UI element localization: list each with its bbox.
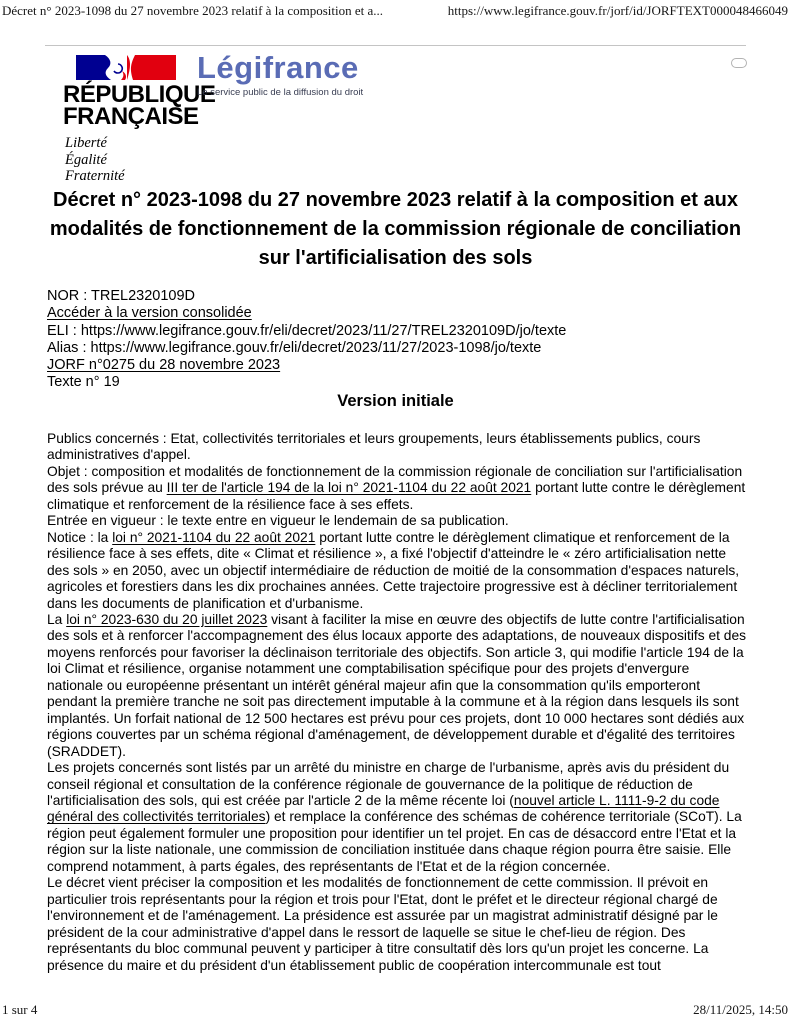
page-number: 1 sur 4	[2, 1002, 38, 1017]
text-run: Publics concernés : Etat, collectivités territoriales et leurs groupements, leurs établissements publics, cours administratives d'appel.	[47, 431, 701, 463]
motto-fraternite: Fraternité	[65, 168, 125, 184]
inline-link[interactable]: nouvel article L. 1111-9-2 du code général des collectivités territoriales	[47, 792, 720, 825]
document-body	[47, 431, 749, 974]
paragraph-composition-commission	[47, 875, 749, 974]
paragraph-projets-concernes	[47, 760, 749, 875]
pill-button[interactable]	[731, 58, 747, 68]
inline-link[interactable]: JORF n°0275 du 28 novembre 2023	[47, 357, 281, 374]
francaise-line: FRANÇAISE	[63, 103, 199, 130]
eli-line	[47, 323, 746, 340]
legifrance-logo	[197, 52, 363, 98]
print-header-url: https://www.legifrance.gouv.fr/jorf/id/JORFTEXT000048466049	[447, 3, 788, 18]
motto-liberte: Liberté	[65, 135, 107, 151]
text-run: portant lutte contre le dérèglement climatique et renforcement de la résilience face à ses effets.	[47, 480, 746, 512]
text-run: Entrée en vigueur : le texte entre en vigueur le lendemain de sa publication.	[47, 513, 509, 529]
inline-link[interactable]: Accéder à la version consolidée	[47, 305, 252, 322]
text-run: visant à faciliter la mise en œuvre des objectifs de lutte contre l'artificialisation des sols et à renforcer l'accompagnement des élus locaux apporte des adaptations, de nouveaux dispositifs et des moyens renforcés pour favoriser la déclinaison territoriale des objectifs. Son article 3, qui modifie l'article 194 de la loi Climat et résilience, organise notamment une comptabilisation spécifique pour des projets d'envergure nationale ou européenne présentant un intérêt général majeur afin que la consommation qu'ils emporteront pendant la première tranche ne soit pas directement imputable à la commune et à la région dans lesquels ils sont implantés. Un forfait national de 12 500 hectares est prévu pour ces projets, dont 10 000 hectares sont dédiés aux régions couvertes par un schéma régional d'aménagement, de développement durable et d'égalité des territoires (SRADDET).	[47, 611, 747, 759]
paragraph-entree-en-vigueur	[47, 513, 749, 529]
paragraph-publics-concernes	[47, 431, 749, 464]
legifrance-wordmark: Légifrance	[197, 50, 359, 85]
version-heading: Version initiale	[337, 392, 454, 410]
consolidated-version-link-line	[47, 305, 746, 322]
republique-francaise-logo	[63, 55, 215, 185]
text-run: La	[47, 611, 67, 627]
print-timestamp: 28/11/2025, 14:50	[693, 1002, 788, 1017]
text-run: Alias : https://www.legifrance.gouv.fr/eli/decret/2023/11/27/2023-1098/jo/texte	[47, 339, 542, 356]
french-flag-icon	[76, 55, 176, 80]
text-run: NOR : TREL2320109D	[47, 288, 196, 304]
document-title: Décret n° 2023-1098 du 27 novembre 2023 relatif à la composition et aux modalités de fonctionnement de la commission régionale de conciliation sur l'artificialisation des sols	[49, 189, 742, 269]
text-run: Notice : la	[47, 529, 113, 545]
inline-link[interactable]: loi n° 2021-1104 du 22 août 2021	[112, 529, 316, 545]
text-run: ELI : https://www.legifrance.gouv.fr/eli/decret/2023/11/27/TREL2320109D/jo/texte	[47, 322, 567, 339]
inline-link[interactable]: loi n° 2023-630 du 20 juillet 2023	[66, 611, 268, 627]
nor-line	[47, 288, 746, 305]
text-run: Objet : composition et modalités de fonctionnement de la commission régionale de conciliation sur l'artificialisation des sols prévue au	[47, 463, 743, 496]
text-run: Les projets concernés sont listés par un arrêté du ministre en charge de l'urbanisme, après avis du président du conseil régional et consultation de la conférence régionale de gouvernance de la politique de réduction de l'artificialisation des sols, qui est créée par l'article 2 de la même récente loi (	[47, 760, 730, 808]
motto-egalite: Égalité	[65, 151, 107, 168]
legifrance-tagline: Le service public de la diffusion du droit	[197, 87, 364, 98]
jorf-link-line	[47, 357, 746, 374]
text-run: portant lutte contre le dérèglement climatique et renforcement de la résilience face à ses effets, dite « Climat et résilience », a fixé l'objectif d'atteindre le « zéro artificialisation nette des sols » en 2050, avec un objectif intermédiaire de réduction de moitié de la consommation d'espaces naturels, agricoles et forestiers dans les dix prochaines années. Cette trajectoire progressive est à décliner territorialement dans les documents de planification et d'urbanisme.	[47, 529, 740, 611]
inline-link[interactable]: III ter de l'article 194 de la loi n° 2021-1104 du 22 août 2021	[166, 480, 532, 496]
text-run: ) et remplace la conférence des schémas de cohérence territoriale (SCoT). La région peut également formuler une proposition pour identifier un tel projet. En cas de désaccord entre l'Etat et la région sur la liste nationale, une commission de conciliation instituée dans chaque région pourra être saisie. Elle comprend notamment, à parts égales, des représentants de l'Etat et de la région concernée.	[47, 809, 742, 874]
alias-line	[47, 340, 746, 357]
print-footer	[2, 1002, 788, 1018]
paragraph-objet	[47, 464, 749, 513]
texte-number-line	[47, 374, 746, 391]
header-rule	[45, 45, 746, 46]
document-meta	[47, 288, 746, 392]
motto	[65, 135, 215, 185]
print-header	[2, 3, 788, 19]
print-header-title: Décret n° 2023-1098 du 27 novembre 2023 relatif à la composition et a...	[2, 3, 384, 18]
text-run: Le décret vient préciser la composition et les modalités de fonctionnement de cette commission. Il prévoit en particulier trois représentants pour la région et trois pour l'Etat, dont le préfet et le directeur régional chargé de l'environnement et de l'aménagement. La présidence est assurée par un magistrat administratif désigné par le président de la cour administrative d'appel dans le ressort de laquelle se situe le chef-lieu de région. Des représentants du bloc communal peuvent y participer à titre consultatif dès lors qu'un projet les concerne. La présence du maire et du président d'un établissement public de coopération intercommunale est tout	[47, 875, 718, 973]
paragraph-loi-2023-630	[47, 612, 749, 760]
text-run: Texte n° 19	[47, 374, 120, 391]
paragraph-notice	[47, 530, 749, 612]
republique-francaise-wordmark	[63, 81, 216, 130]
republique-line: RÉPUBLIQUE	[63, 81, 216, 108]
